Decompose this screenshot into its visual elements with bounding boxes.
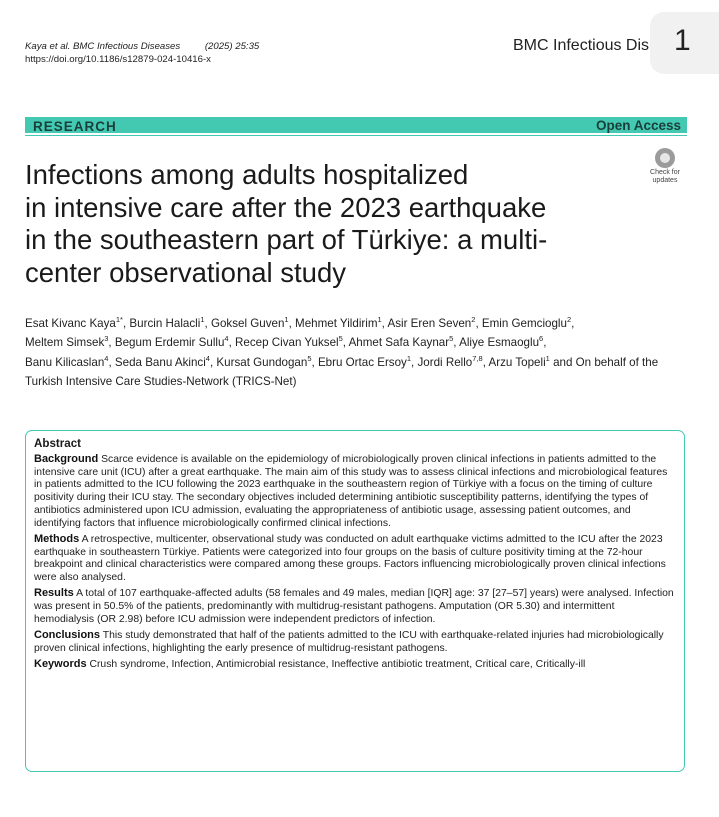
- citation-block: [25, 40, 259, 66]
- conclusions-label: Conclusions: [34, 628, 101, 641]
- author-name[interactable]: Ahmet Safa Kaynar: [348, 336, 450, 350]
- author-affiliation: 7,8: [472, 353, 483, 363]
- abstract-methods: [34, 533, 676, 585]
- author-affiliation: 4: [224, 334, 229, 344]
- citation-authors: Kaya et al.: [25, 41, 71, 52]
- author-name[interactable]: Seda Banu Akinci: [114, 355, 206, 369]
- page-number: 1: [674, 24, 691, 57]
- consortium-text: and On behalf of the Turkish Intensive Care Studies-Network (TRICS-Net): [25, 355, 659, 388]
- update-check-icon: [655, 148, 675, 168]
- background-label: Background: [34, 453, 99, 465]
- author-name[interactable]: Emin Gemcioglu: [481, 317, 567, 330]
- author-name[interactable]: Begum Erdemir Sullu: [114, 336, 225, 350]
- check-for-updates-badge[interactable]: [646, 148, 684, 188]
- author-affiliation: 1: [406, 353, 412, 363]
- abstract-keywords: [34, 658, 676, 672]
- author-affiliation: 1: [545, 353, 550, 363]
- keywords-label: Keywords: [34, 657, 87, 670]
- author-list: Esat Kivanc Kaya$^{1*}$, Burcin Halacli$^1$, Goksel Guven$^1$, Mehmet Yildirim$^1$, Asir Eren Seven$^2$, Emin Gemcioglu$^2$, Meltem Simsek$^3$, Begum Erdemir Sullu$^4$, Recep Civan Yuksel$^5$, Ahmet Safa Kaynar$^5$, Aliye Esmaoglu$^6$, Banu Kilicaslan$^4$, Seda Banu Akinci$^4$, Kursat Gundogan$^5$, Ebru Ortac Ersoy$^1$, Jordi Rello$^{7,8}$, Arzu Topeli$^1$ and On behalf of the Turkish Intensive Care Studies-Network (TRICS-Net): [25, 315, 659, 388]
- open-access-label: Open Access: [595, 118, 681, 133]
- journal-name: BMC Infectious Dis: [513, 37, 650, 54]
- citation-journal: BMC Infectious Diseases: [73, 41, 181, 52]
- results-text: A total of 107 earthquake-affected adults (58 females and 49 males, median [IQR] age: 37 [27–57] years) were analysed. Infection was present in 50.5% of the patients, predominantly with multidrug-resistant pathogens. Amputation (OR 5.30) and intermittent hemodialysis (OR 2.98) before ICU admission were independent predictors of infection.: [34, 588, 674, 625]
- abstract-background: [34, 453, 676, 530]
- author-name[interactable]: Recep Civan Yuksel: [235, 336, 339, 350]
- author-name[interactable]: Burcin Halacli: [129, 317, 201, 330]
- author-name[interactable]: Goksel Guven: [210, 317, 285, 330]
- author-name[interactable]: Jordi Rello: [417, 355, 473, 369]
- citation-volume: (2025) 25:35: [204, 41, 260, 52]
- badge-line-1: Check for: [650, 169, 680, 176]
- author-affiliation: 2: [471, 315, 476, 324]
- abstract-results: [34, 587, 676, 626]
- author-name[interactable]: Kursat Gundogan: [216, 355, 308, 369]
- author-affiliation: 1*: [115, 315, 123, 324]
- author-name[interactable]: Asir Eren Seven: [387, 317, 472, 330]
- methods-label: Methods: [34, 532, 80, 545]
- background-text: Scarce evidence is available on the epidemiology of microbiologically proven clinical infections in patients admitted to the intensive care unit (ICU) after a great earthquake. The main aim of this study was to assess clinical infections and microbiological features in patients admitted to the ICU following the 2023 earthquake in the southeastern region of Türkiye with a focus on the timing of culture positivity during their ICU stay. The secondary objectives included determining antibiotic susceptibility patterns, identifying the types of antibiotics administered upon ICU admission, evaluating the appropriateness of antibiotic usage, assessing patient outcomes, and identifying factors that influence microbiologically confirmed clinical infections.: [34, 454, 668, 529]
- title-line: Infections among adults hospitalized: [25, 159, 469, 190]
- author-name[interactable]: Ebru Ortac Ersoy: [317, 355, 407, 369]
- author-affiliation: 5: [449, 334, 454, 344]
- abstract-conclusions: [34, 629, 676, 655]
- doi-link[interactable]: https://doi.org/10.1186/s12879-024-10416-x: [25, 54, 211, 65]
- title-line: in intensive care after the 2023 earthquake: [25, 191, 547, 223]
- author-affiliation: 1: [377, 315, 382, 324]
- title-line: in the southeastern part of Türkiye: a multi-: [25, 224, 548, 255]
- author-name[interactable]: Esat Kivanc Kaya: [25, 317, 116, 330]
- author-name[interactable]: Meltem Simsek: [25, 336, 105, 350]
- author-affiliation: 1: [284, 315, 289, 324]
- research-banner: [25, 117, 687, 141]
- conclusions-text: This study demonstrated that half of the patients admitted to the ICU with earthquake-related injuries had microbiologically proven clinical infections, highlighting the early presence of multidrug-resistant pathogens.: [34, 629, 664, 654]
- author-affiliation: 4: [205, 353, 210, 363]
- author-affiliation: 2: [566, 315, 572, 324]
- title-line: center observational study: [25, 256, 347, 288]
- author-name[interactable]: Arzu Topeli: [488, 355, 546, 369]
- abstract-heading: Abstract: [34, 437, 82, 450]
- author-name[interactable]: Mehmet Yildirim: [295, 317, 378, 330]
- badge-text: [646, 169, 684, 184]
- author-name[interactable]: Banu Kilicaslan: [25, 355, 105, 369]
- article-type-label: RESEARCH: [33, 119, 117, 134]
- author-affiliation: 5: [338, 334, 343, 344]
- results-label: Results: [34, 587, 74, 600]
- author-affiliation: 5: [307, 353, 312, 363]
- citation-line: [25, 40, 259, 53]
- keywords-text: Crush syndrome, Infection, Antimicrobial resistance, Ineffective antibiotic treatment, Critical care, Critically-ill: [89, 658, 586, 670]
- abstract-box: [25, 430, 685, 772]
- author-affiliation: 1: [200, 315, 205, 324]
- methods-text: A retrospective, multicenter, observational study was conducted on adult earthquake victims admitted to the ICU after the 2023 earthquake in southeastern Türkiye. Patients were categorized into four groups on the basis of culture positivity timing at the 72-hour breakpoint and clinical characteristics were compared among these groups. Factors influencing microbiologically proven clinical infections were also analysed.: [34, 533, 666, 583]
- author-affiliation: 3: [104, 334, 109, 344]
- article-title: [25, 159, 645, 289]
- badge-line-2: updates: [652, 176, 678, 184]
- author-affiliation: 4: [104, 353, 109, 363]
- author-name[interactable]: Aliye Esmaoglu: [459, 336, 540, 350]
- author-affiliation: 6: [539, 334, 544, 344]
